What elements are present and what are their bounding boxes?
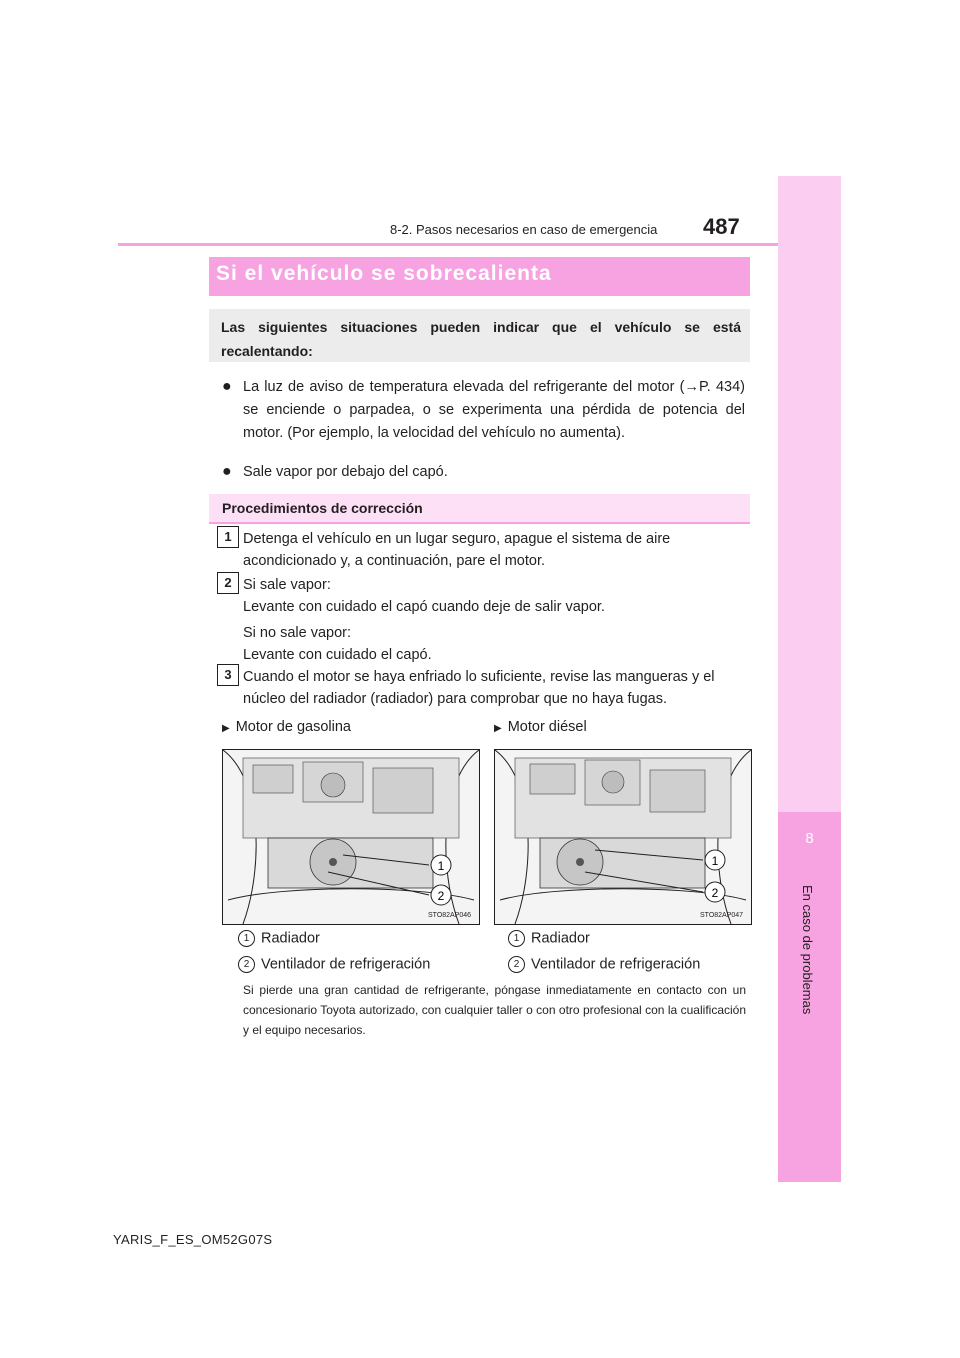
callout-label: 1	[711, 854, 719, 868]
note-text: Si pierde una gran cantidad de refrigerante, póngase inmediatamente en contacto con un concesionario Toyota autorizado, con cualquier taller o con otro profesional con la cualificación y el equipo necesarios.	[243, 983, 746, 1037]
engine-bay-illustration	[494, 749, 752, 925]
bullet-text: Sale vapor por debajo del capó.	[243, 464, 448, 480]
callout-label: 2	[711, 886, 719, 900]
document-code: YARIS_F_ES_OM52G07S	[113, 1232, 273, 1247]
callout-label: 1	[437, 859, 445, 873]
step-number: 3	[217, 664, 239, 686]
chapter-number: 8	[805, 830, 814, 847]
triangle-right-icon: ▶	[222, 723, 230, 734]
legend-item: 1 Radiador	[238, 930, 320, 947]
legend-item: 2 Ventilador de refrigeración	[508, 956, 700, 973]
bullet-icon: ●	[222, 378, 232, 395]
step-text: Cuando el motor se haya enfriado lo suficiente, revise las mangueras y el núcleo del radiador (radiador) para comprobar que no haya fugas.	[243, 669, 715, 707]
legend-item: 2 Ventilador de refrigeración	[238, 956, 430, 973]
bullet-icon: ●	[222, 463, 232, 480]
number-badge: 2	[508, 956, 525, 973]
step-number: 1	[217, 526, 239, 548]
page-number: 487	[703, 214, 740, 239]
step-text: Levante con cuidado el capó cuando deje de salir vapor.	[243, 599, 605, 615]
bullet-text: La luz de aviso de temperatura elevada del refrigerante del motor (→P. 434) se enciende o parpadea, o se experimenta una pérdida de potencia del motor. (Por ejemplo, la velocidad del vehículo no aumenta).	[243, 379, 745, 441]
header-rule	[118, 243, 778, 246]
procedures-heading: Procedimientos de corrección	[222, 500, 423, 516]
intro-text: Las siguientes situaciones pueden indicar que el vehículo se está recalentando:	[221, 319, 741, 359]
triangle-right-icon: ▶	[494, 723, 502, 734]
section-header: 8-2. Pasos necesarios en caso de emergencia	[390, 222, 658, 237]
chapter-title: En caso de problemas	[800, 885, 815, 1015]
page-title: Si el vehículo se sobrecalienta	[216, 262, 552, 285]
number-badge: 1	[508, 930, 525, 947]
legend-item: 1 Radiador	[508, 930, 590, 947]
step-text: Si no sale vapor:	[243, 625, 352, 641]
engine-bay-illustration	[222, 749, 480, 925]
figure-label: ▶ Motor de gasolina	[222, 719, 351, 735]
number-badge: 2	[238, 956, 255, 973]
number-badge: 1	[238, 930, 255, 947]
step-text: Si sale vapor:	[243, 577, 331, 593]
figure-label: ▶ Motor diésel	[494, 719, 587, 735]
callout-label: 2	[437, 889, 445, 903]
figure-code: STO82AP047	[700, 912, 744, 919]
step-text: Levante con cuidado el capó.	[243, 647, 432, 663]
step-text: Detenga el vehículo en un lugar seguro, apague el sistema de aire acondicionado y, a continuación, pare el motor.	[243, 531, 671, 569]
figure-code: STO82AP046	[428, 912, 472, 919]
step-number: 2	[217, 572, 239, 594]
